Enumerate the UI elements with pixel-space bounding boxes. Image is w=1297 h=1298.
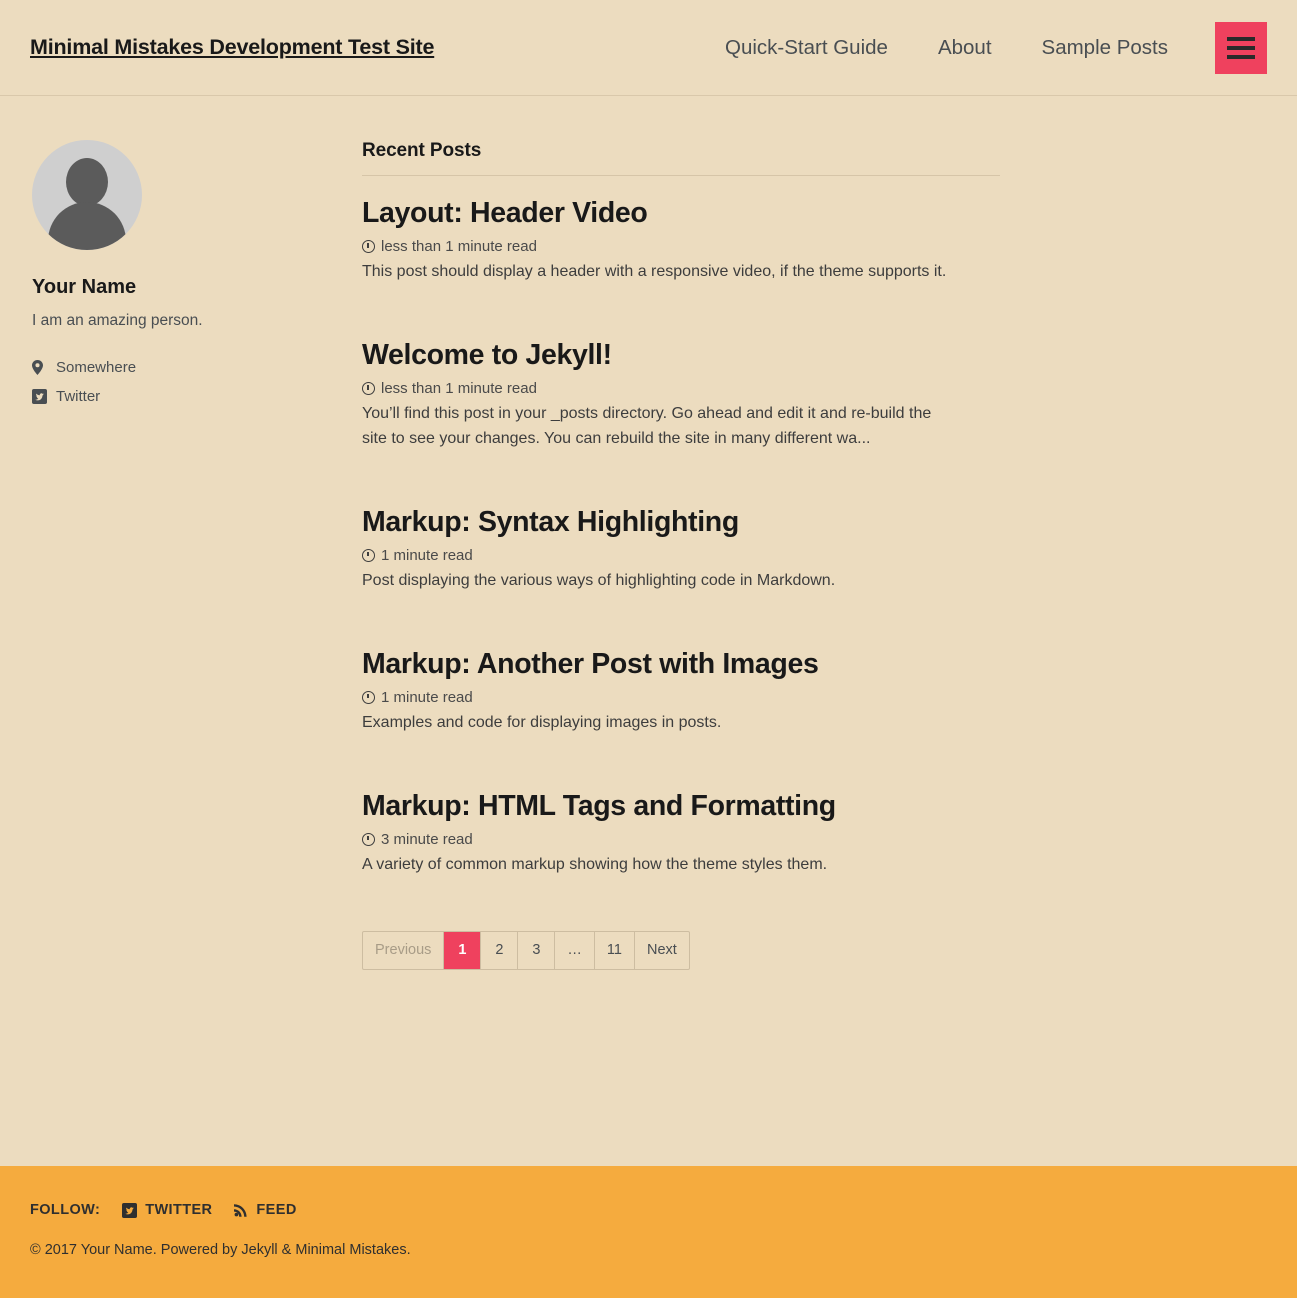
post-excerpt: This post should display a header with a responsive video, if the theme supports it.	[362, 263, 947, 281]
post-title-link[interactable]: Markup: Another Post with Images	[362, 647, 819, 680]
author-bio: I am an amazing person.	[32, 312, 203, 329]
post-read-time: 1 minute read	[381, 546, 473, 564]
author-links	[32, 359, 292, 405]
clock-icon	[362, 240, 375, 253]
masthead	[0, 0, 1297, 96]
post-meta	[362, 380, 952, 397]
post-meta	[362, 547, 952, 564]
post-excerpt: A variety of common markup showing how the theme styles them.	[362, 855, 828, 873]
post-excerpt: Examples and code for displaying images in posts.	[362, 713, 722, 731]
post-title[interactable]	[362, 647, 952, 681]
post-title-link[interactable]: Markup: Syntax Highlighting	[362, 505, 739, 538]
map-marker-icon	[32, 360, 47, 375]
clock-icon	[362, 691, 375, 704]
page-footer	[0, 1166, 1297, 1298]
clock-icon	[362, 382, 375, 395]
post-read-time: less than 1 minute read	[381, 380, 537, 398]
twitter-icon	[122, 1203, 137, 1218]
post-excerpt: You’ll find this post in your _posts directory. Go ahead and edit it and re-build the site to see your changes. You can rebuild the site in many different wa...	[362, 405, 932, 447]
list-item	[362, 789, 952, 878]
hamburger-icon[interactable]	[1215, 22, 1267, 74]
pagination-page-1[interactable]: 1	[444, 932, 481, 969]
list-item	[362, 196, 952, 285]
avatar	[32, 140, 142, 250]
author-link-location-label: Somewhere	[56, 359, 137, 376]
author-link-twitter-label: Twitter	[56, 388, 101, 405]
nav-quick-start-guide[interactable]: Quick-Start Guide	[725, 35, 888, 59]
footer-link-feed-label: FEED	[256, 1202, 297, 1218]
pagination-next[interactable]: Next	[646, 942, 677, 959]
footer-link-feed[interactable]	[234, 1202, 296, 1218]
author-name: Your Name	[32, 276, 137, 298]
post-title[interactable]	[362, 789, 952, 823]
author-link-location[interactable]	[32, 359, 292, 376]
page-body	[0, 96, 1297, 1136]
post-excerpt: Post displaying the various ways of highlighting code in Markdown.	[362, 571, 836, 589]
copyright: © 2017 Your Name. Powered by Jekyll & Minimal Mistakes.	[30, 1242, 411, 1258]
post-read-time: 3 minute read	[381, 830, 473, 848]
archive-divider	[362, 175, 1000, 176]
post-title[interactable]	[362, 338, 952, 372]
footer-link-twitter-label: TWITTER	[145, 1202, 213, 1218]
post-title-link[interactable]: Welcome to Jekyll!	[362, 338, 612, 371]
main-content	[292, 140, 992, 1136]
post-title-link[interactable]: Layout: Header Video	[362, 197, 648, 229]
author-link-twitter[interactable]	[32, 388, 292, 405]
post-meta	[362, 831, 952, 848]
twitter-icon	[32, 389, 47, 404]
pagination-page-11[interactable]: 11	[595, 932, 635, 969]
author-sidebar	[30, 140, 292, 1136]
archive-title: Recent Posts	[362, 140, 482, 161]
list-item	[362, 647, 952, 736]
footer-link-twitter[interactable]	[122, 1202, 212, 1218]
pagination	[362, 931, 690, 970]
post-title-link[interactable]: Markup: HTML Tags and Formatting	[362, 789, 836, 822]
primary-navigation	[700, 22, 1267, 74]
follow-row	[30, 1202, 1267, 1218]
pagination-page-3[interactable]: 3	[518, 932, 555, 969]
post-read-time: 1 minute read	[381, 688, 473, 706]
rss-icon	[234, 1203, 248, 1217]
clock-icon	[362, 833, 375, 846]
post-meta	[362, 238, 952, 255]
follow-label: FOLLOW:	[30, 1202, 101, 1218]
post-title[interactable]	[362, 196, 952, 230]
list-item	[362, 505, 952, 594]
pagination-page-2[interactable]: 2	[481, 932, 518, 969]
nav-sample-posts[interactable]: Sample Posts	[1041, 35, 1168, 59]
site-title[interactable]: Minimal Mistakes Development Test Site	[30, 35, 435, 59]
nav-about[interactable]: About	[937, 35, 992, 59]
pagination-ellipsis[interactable]: …	[555, 932, 595, 969]
post-title[interactable]	[362, 505, 952, 539]
post-meta	[362, 689, 952, 706]
list-item	[362, 338, 952, 452]
pagination-previous: Previous	[363, 932, 444, 969]
clock-icon	[362, 549, 375, 562]
post-read-time: less than 1 minute read	[381, 238, 537, 256]
